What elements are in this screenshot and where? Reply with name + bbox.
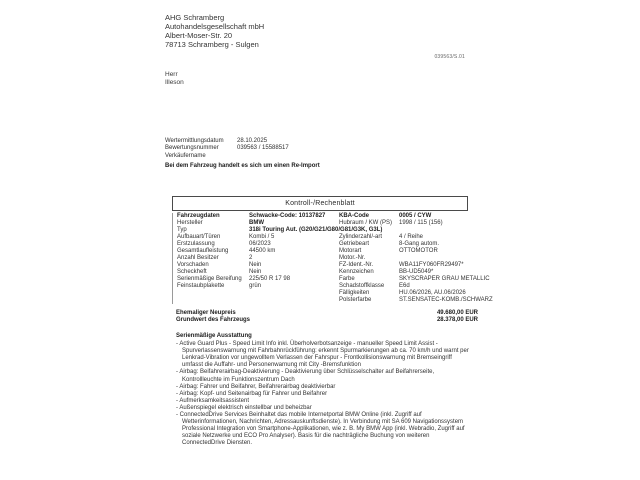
row-label: Fahrzeugdaten: [177, 213, 220, 219]
row-value: SKYSCRAPER GRAU METALLIC: [399, 276, 490, 282]
row-value: 225/50 R 17 98: [249, 276, 291, 282]
meta-row: [165, 138, 289, 145]
vehicle-data-table: [172, 213, 493, 304]
equipment-section: [176, 333, 474, 448]
equipment-item: - Airbag: Fahrer und Beifahrer, Beifahrerairbag deaktivierbar: [176, 383, 336, 390]
row-label: [177, 297, 249, 304]
row-value: 8-Gang autom.: [399, 241, 440, 247]
row-label: Serienmäßige Bereifung: [177, 276, 242, 282]
meta-value: 28.10.2025: [237, 138, 268, 144]
row-label: Vorschaden: [177, 262, 209, 268]
reference-number: 039563/S.01: [434, 54, 465, 60]
row-label: Fälligkeiten: [339, 290, 370, 296]
row-value: grün: [249, 283, 262, 289]
recipient-salutation: Herr: [165, 71, 178, 78]
row-label: Scheckheft: [177, 269, 207, 275]
price-value: 49.680,00 EUR: [436, 310, 478, 316]
equipment-item: - Außenspiegel elektrisch einstellbar und beheizbar: [176, 404, 312, 411]
equipment-header: Serienmäßige Ausstattung: [176, 333, 252, 339]
recipient-name: Illeson: [165, 79, 184, 86]
row-label: Aufbauart/Türen: [177, 234, 221, 240]
row-label: Farbe: [339, 276, 355, 282]
price-value: 28.378,00 EUR: [436, 317, 478, 324]
row-label: Gesamtlaufleistung: [177, 248, 229, 254]
row-label: Typ: [177, 227, 187, 233]
valuation-meta: [165, 138, 289, 160]
price-label: Grundwert des Fahrzeugs: [176, 317, 251, 324]
row-value: 2: [249, 255, 253, 261]
meta-row: [165, 153, 289, 160]
sender-line: Autohandelsgesellschaft mbH: [165, 22, 265, 31]
recipient-block: [165, 71, 184, 87]
price-row: [176, 310, 478, 317]
row-value: 44500 km: [249, 248, 276, 254]
row-value: [249, 297, 339, 304]
row-label: KBA-Code: [339, 213, 369, 219]
sender-address: [165, 13, 264, 49]
row-label: Hersteller: [177, 220, 203, 226]
row-label: Motor.-Nr.: [339, 255, 366, 261]
row-value: WBA11FY060FR29497*: [399, 262, 464, 268]
equipment-item: - ConnectedDrive Services Beinhaltet das mobile Internetportal BMW Online (inkl. Zugriff auf Wetterinformationen, Nachrichten, Adressauskunftsdienste). In Verbindung mit SA 609 Navigationssystem Professional Integration von Smartphone-Applikationen, wie z. B. My BMW App (inkl. Webradio, Zugriff auf soziale Netzwerke und ECO Pro Analyser). Basis für die nachträgliche Buchung von weiteren ConnectedDrive Diensten.: [176, 412, 465, 447]
row-value: 06/2023: [249, 241, 271, 247]
row-label: [177, 290, 249, 297]
equipment-item: - Airbag: Kopf- und Seitenairbag für Fahrer und Beifahrer: [176, 390, 328, 397]
equipment-item: - Active Guard Plus - Speed Limit Info inkl. Überholverbotsanzeige - manueller Speed Limit Assist - Spurverlassenswarnung mit Fahrbahnrückführung: erkennt Spurmarkierungen ab ca. 70 km/h und warnt per Lenkrad-Vibration vor ungewolltem Verlassen der Fahrspur - Frontkollisionswarnung mit Bremseingriff umfasst die Auffahr- und Personenwarnung mit City -Bremsfunktion: [176, 341, 469, 369]
sender-line: 78713 Schramberg - Sulgen: [165, 40, 259, 49]
row-label: Zylinderzahl/-art: [339, 234, 383, 240]
row-value: 0005 / CYW: [399, 213, 432, 219]
sender-line: Albert-Moser-Str. 20: [165, 31, 233, 40]
equipment-item: - Airbag: Beifahrerairbag-Deaktivierung - Deaktivierung über Schlüsselschalter auf Beifahrerseite, Kontrollleuchte im Funktionszentrum Dach: [176, 369, 435, 383]
price-summary: [176, 310, 478, 325]
row-value: Schwacke-Code: 10137827: [249, 213, 326, 219]
row-label: Anzahl Besitzer: [177, 255, 219, 261]
row-value: Nein: [249, 269, 262, 275]
row-value: [249, 290, 339, 297]
meta-label: Wertermittlungsdatum: [165, 138, 224, 144]
meta-label: Verkäufername: [165, 152, 206, 159]
price-row: [176, 317, 478, 324]
price-label: Ehemaliger Neupreis: [176, 310, 236, 316]
reimport-note: Bei dem Fahrzeug handelt es sich um einen Re-Import: [165, 163, 320, 169]
row-value: ST.SENSATEC-KOMB./SCHWARZ: [399, 297, 493, 303]
meta-label: Bewertungsnummer: [165, 145, 219, 152]
row-value: BMW: [249, 220, 264, 226]
row-value: HU.06/2026, AU.06/2026: [399, 290, 466, 296]
row-label: Schadstoffklasse: [339, 283, 385, 289]
meta-value: 039563 / 15588517: [237, 145, 289, 152]
row-value: BB-UD5049*: [399, 269, 434, 275]
sheet-title-box: [172, 196, 468, 211]
row-value: Kombi / 5: [249, 234, 275, 240]
row-value: E6d: [399, 283, 410, 289]
row-label: Kennzeichen: [339, 269, 374, 275]
row-value: 4 / Reihe: [399, 234, 424, 240]
sheet-title: Kontroll-/Rechenblatt: [285, 200, 355, 207]
meta-row: [165, 145, 289, 152]
row-label: Motorart: [339, 248, 362, 254]
row-label: Getriebeart: [339, 241, 370, 247]
row-label: Polsterfarbe: [339, 297, 372, 303]
row-value: 318i Touring Aut. (G20/G21/G80/G81/G3K, G3L): [249, 227, 383, 233]
row-label: FZ-Ident.-Nr.: [339, 262, 374, 268]
row-value: Nein: [249, 262, 262, 268]
row-label: Erstzulassung: [177, 241, 215, 247]
equipment-item: - Aufmerksamkeitsassistent: [176, 397, 250, 404]
row-value: OTTOMOTOR: [399, 248, 438, 254]
row-label: Hubraum / KW (PS): [339, 220, 393, 226]
row-value: 1998 / 115 (156): [399, 220, 443, 226]
row-label: Feinstaubplakette: [177, 283, 225, 289]
row-value: [399, 255, 493, 262]
sender-line: AHG Schramberg: [165, 13, 225, 22]
